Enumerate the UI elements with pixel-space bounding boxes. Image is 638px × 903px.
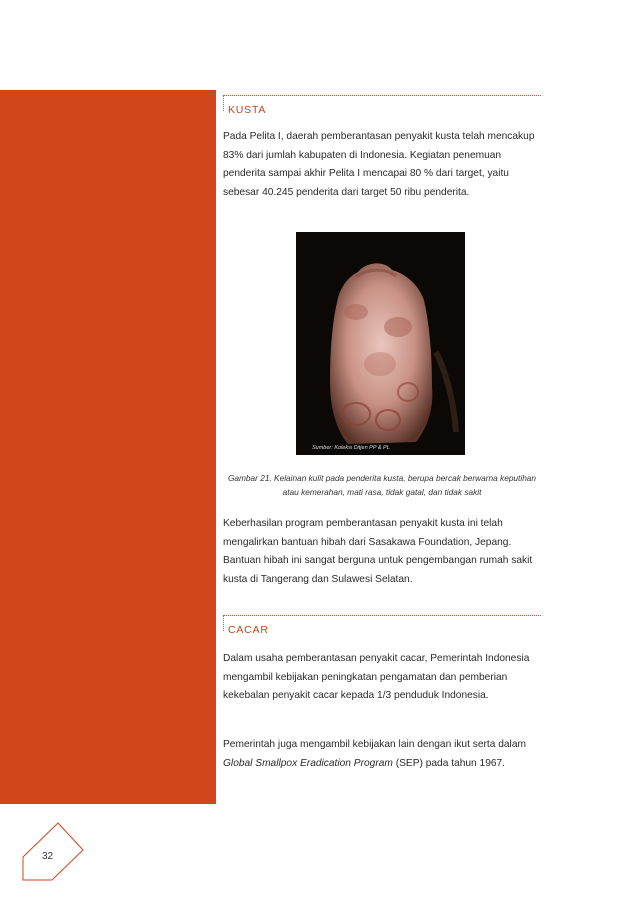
figure-photo <box>296 232 465 455</box>
figure-source: Sumber: Koleksi Ditjen PP & PL <box>312 445 390 451</box>
paragraph-cacar-sep <box>223 736 538 773</box>
text-run: (SEP) pada tahun 1967. <box>392 757 506 769</box>
back-lesions-photo <box>296 232 465 455</box>
page-number: 32 <box>42 851 54 862</box>
section-title: CACAR <box>228 624 269 636</box>
paragraph-kusta-funding: Keberhasilan program pemberantasan penyakit kusta ini telah mengalirkan bantuan hibah dari Sasakawa Foundation, Jepang. Bantuan hibah ini sangat berguna untuk pengembangan rumah sakit kusta di Tangerang dan Sulawesi Selatan. <box>223 518 533 585</box>
section-heading-kusta <box>223 95 541 116</box>
paragraph-kusta-intro: Pada Pelita I, daerah pemberantasan penyakit kusta telah mencakup 83% dari jumlah kabupaten di Indonesia. Kegiatan penemuan penderita sampai akhir Pelita I mencapai 80 % dari target, yaitu sebesar 40.245 penderita dari target 50 ribu penderita. <box>223 131 535 198</box>
paragraph-cacar-intro: Dalam usaha pemberantasan penyakit cacar, Pemerintah Indonesia mengambil kebijakan peningkatan pengamatan dan pemberian kekebalan penyakit cacar kepada 1/3 penduduk Indonesia. <box>223 653 530 701</box>
section-heading-cacar <box>223 615 541 636</box>
program-name: Global Smallpox Eradication Program <box>223 757 393 769</box>
side-color-band <box>0 90 216 804</box>
figure-caption: Gambar 21. Kelainan kulit pada penderita kusta, berupa bercak berwarna keputihan atau kemerahan, mati rasa, tidak gatal, dan tidak sakit <box>227 473 537 497</box>
text-run: Pemerintah juga mengambil kebijakan lain dengan ikut serta dalam <box>223 739 526 750</box>
section-title: KUSTA <box>228 104 267 116</box>
